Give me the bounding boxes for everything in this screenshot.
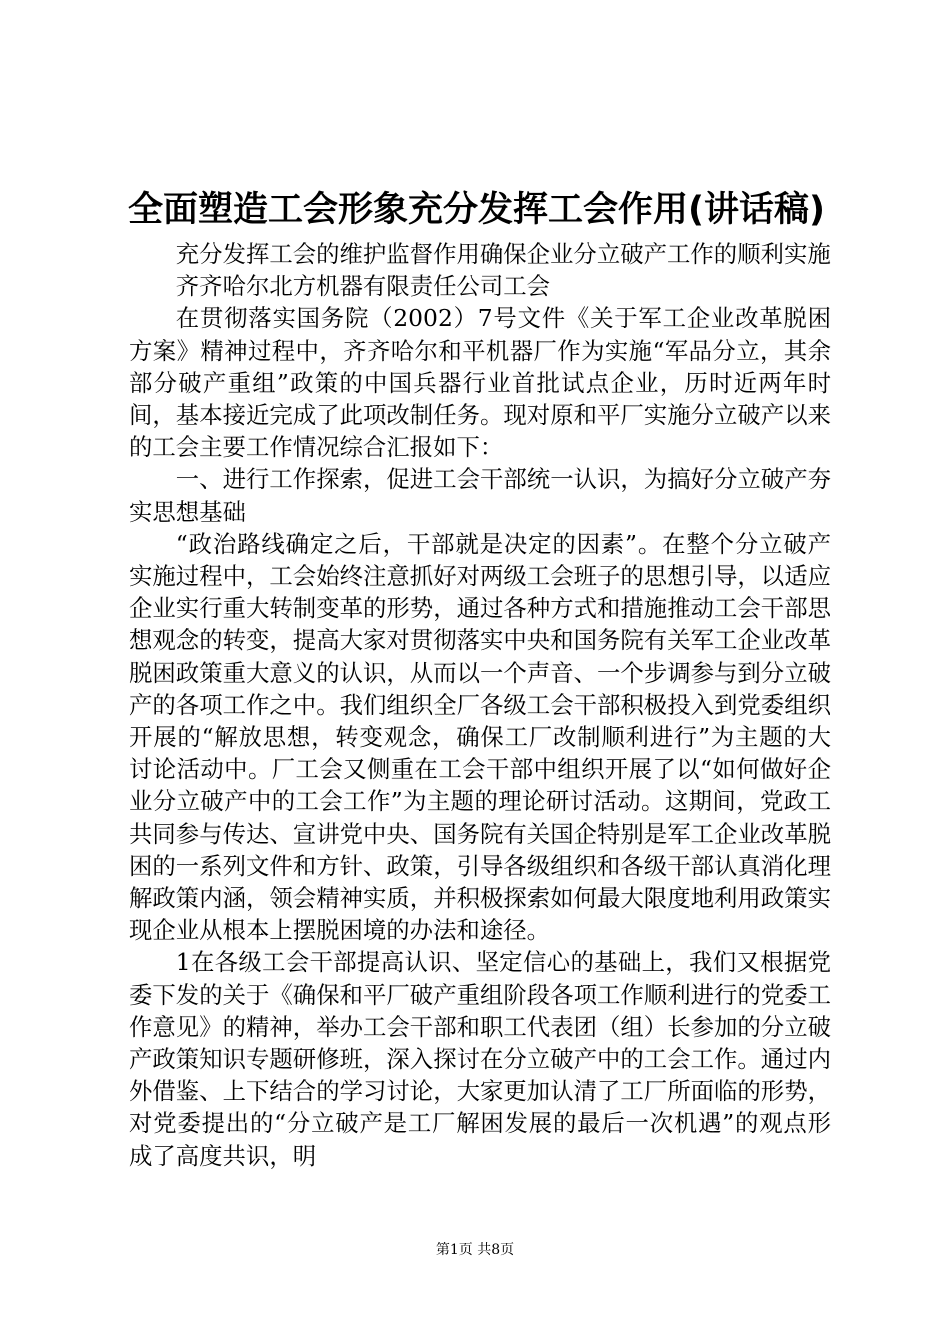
body-paragraph: 1在各级工会干部提高认识、坚定信心的基础上，我们又根据党委下发的关于《确保和平厂破产重组阶段各项工作顺利进行的党委工作意见》的精神，举办工会干部和职工代表团（组）长参加的分立破产政策知识专题研修班，深入探讨在分立破产中的工会工作。通过内外借鉴、上下结合的学习讨论，大家更加认清了工厂所面临的形势，对党委提出的“分立破产是工厂解困发展的最后一次机遇”的观点形成了高度共识，明 (129, 948, 831, 1170)
section-heading: 一、进行工作探索，促进工会干部统一认识，为搞好分立破产夯实思想基础 (129, 465, 831, 526)
page-number: 第1页 共8页 (435, 1242, 515, 1258)
document-body (129, 238, 831, 1172)
subtitle-paragraph: 充分发挥工会的维护监督作用确保企业分立破产工作的顺利实施 (175, 240, 831, 268)
body-paragraph: 在贯彻落实国务院（2002）7号文件《关于军工企业改革脱困方案》精神过程中，齐齐哈尔和平机器厂作为实施“军品分立，其余部分破产重组”政策的中国兵器行业首批试点企业，历时近两年时间，基本接近完成了此项改制任务。现对原和平厂实施分立破产以来的工会主要工作情况综合汇报如下： (129, 304, 831, 462)
document-title: 全面塑造工会形象充分发挥工会作用(讲话稿) (128, 190, 825, 230)
organization-line: 齐齐哈尔北方机器有限责任公司工会 (175, 272, 551, 301)
body-paragraph: “政治路线确定之后，干部就是决定的因素”。在整个分立破产实施过程中，工会始终注意抓好对两级工会班子的思想引导，以适应企业实行重大转制变革的形势，通过各种方式和措施推动工会干部思想观念的转变，提高大家对贯彻落实中央和国务院有关军工企业改革脱困政策重大意义的认识，从而以一个声音、一个步调参与到分立破产的各项工作之中。我们组织全厂各级工会干部积极投入到党委组织开展的“解放思想，转变观念，确保工厂改制顺利进行”为主题的大讨论活动中。厂工会又侧重在工会干部中组织开展了以“如何做好企业分立破产中的工会工作”为主题的理论研讨活动。这期间，党政工共同参与传达、宣讲党中央、国务院有关国企特别是军工企业改革脱困的一系列文件和方针、政策，引导各级组织和各级干部认真消化理解政策内涵，领会精神实质，并积极探索如何最大限度地利用政策实现企业从根本上摆脱困境的办法和途径。 (129, 529, 831, 945)
